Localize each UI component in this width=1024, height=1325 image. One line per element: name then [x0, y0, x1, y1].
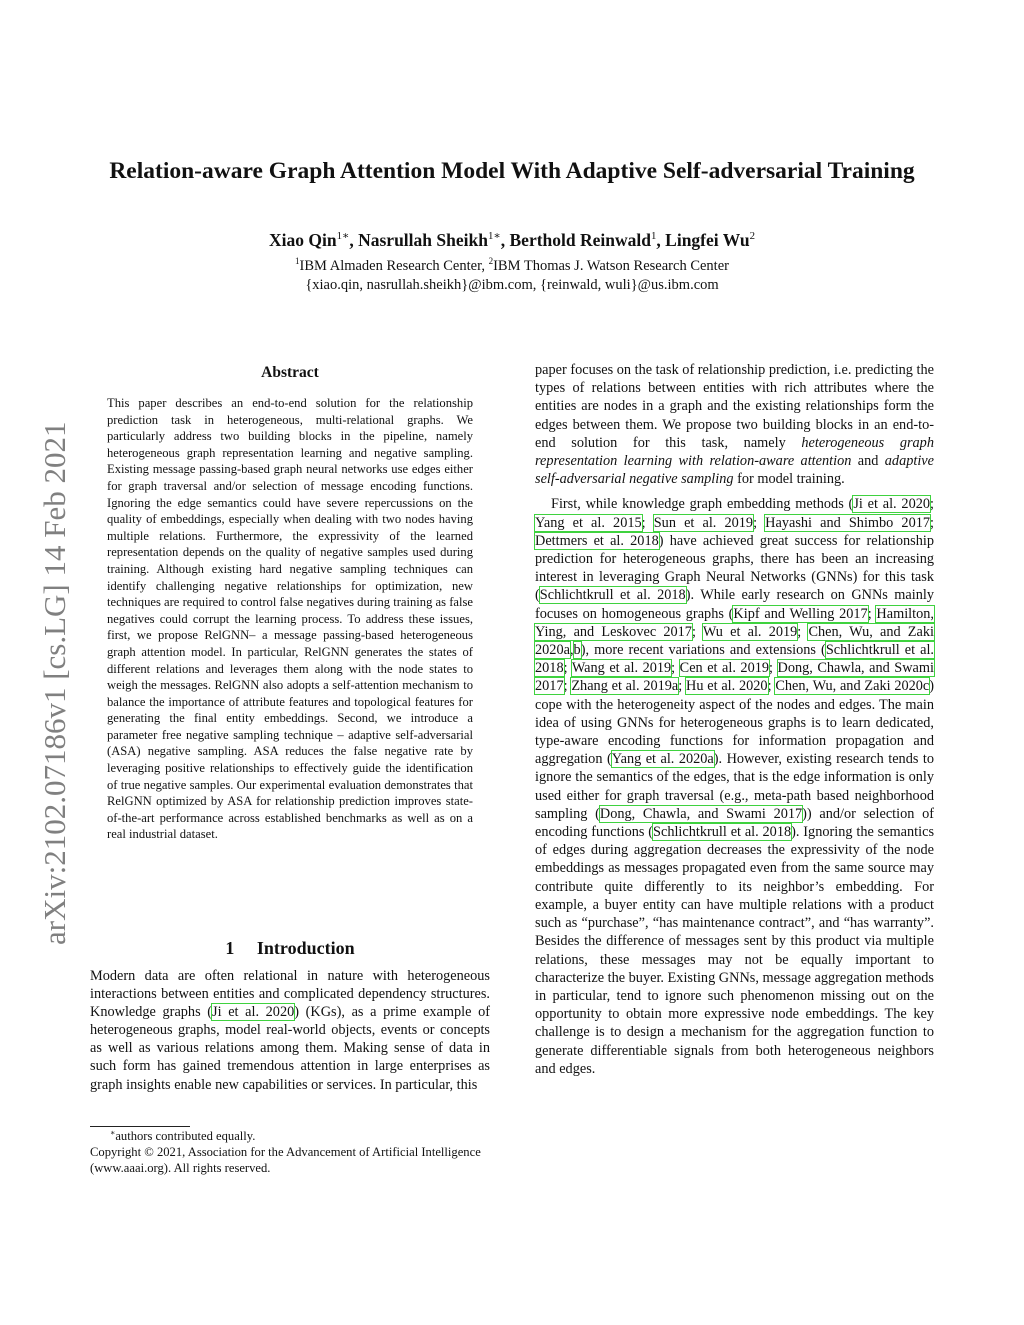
- body-text: ), more recent variations and extensions (: [580, 642, 826, 659]
- body-text: ;: [678, 678, 687, 695]
- abstract-heading: Abstract: [261, 364, 319, 381]
- intro-paragraph: [90, 967, 490, 1094]
- citation-link[interactable]: Ji et al. 2020: [212, 1004, 295, 1021]
- citation-link[interactable]: Wu et al. 2019: [702, 623, 798, 640]
- arxiv-identifier: arXiv:2102.07186v1 [cs.LG] 14 Feb 2021: [37, 421, 72, 945]
- right-paragraph-1: [535, 361, 934, 488]
- citation-link[interactable]: Dong, Chawla, and Swami 2017: [535, 660, 934, 695]
- body-text: for model training.: [733, 471, 845, 488]
- footnote: [90, 1129, 490, 1176]
- author-name: , Berthold Reinwald: [500, 230, 651, 250]
- body-text: ;: [563, 660, 572, 677]
- citation-link[interactable]: Yang et al. 2015: [535, 514, 642, 531]
- abstract-body: This paper describes an end-to-end solution for the relationship prediction task in heterogeneous, multi-relational graphs. We particularly address two building blocks in the pipeline, namely heterogeneous graph representation learning and negative sampling. Existing message passing-based graph neural networks use edges either for graph traversal and/or selection of message encoding functions. Ignoring the edge semantics could have severe repercussions on the quality of embeddings, especially when dealing with two nodes having multiple relations. Furthermore, the expressivity of the learned representation depends on the quality of negative samples used during training. Although existing hard negative sampling techniques can identify challenging negative relationships for optimization, new techniques are required to control false negatives during training as false negatives could corrupt the learning process. To address these issues, first, we propose RelGNN– a message passing-based heterogeneous graph attention model. In particular, RelGNN generates the states of different relations and leverages them along with the node states to weigh the messages. RelGNN also adopts a self-attention mechanism to balance the importance of attribute features and topological features for generating the final entity embeddings. Second, we introduce a parameter free negative sampling technique – adaptive self-adversarial (ASA) negative sampling. ASA reduces the false negative rate by leveraging positive relationships to effectively guide the identification of true negative samples. Our experimental evaluation demonstrates that RelGNN optimized by ASA for relationship prediction improves state-of-the-art performance across established benchmarks as well as on a real industrial dataset.: [107, 396, 473, 842]
- author-list: [0, 230, 1024, 251]
- body-text: ;: [867, 605, 877, 622]
- body-text: ) cope with the heterogeneity aspect of the nodes and edges. The main idea of using GNNs for heterogeneous graphs is to learn dedicated, type-aware encoding functions for information propagation and aggregation (: [535, 678, 935, 768]
- author-name: , Nasrullah Sheikh: [349, 230, 488, 250]
- section-heading-introduction: 1 Introduction: [225, 938, 355, 958]
- author-affiliation-mark: 1∗: [336, 230, 350, 243]
- citation-link[interactable]: Sun et al. 2019: [653, 514, 754, 531]
- emphasis-text: heterogeneous graph representation learning with relation-aware attention: [535, 434, 934, 470]
- citation-link[interactable]: Yang et al. 2020a: [611, 751, 714, 768]
- body-text: First, while knowledge graph embedding methods (: [551, 496, 854, 513]
- citation-link[interactable]: b: [573, 642, 581, 659]
- affiliations: [0, 257, 1024, 295]
- body-text: paper focuses on the task of relationship prediction, i.e. predicting the types of relations between entities with rich attributes where the entities are nodes in a graph and the existing relationships form the edges between them. We propose two building blocks in an end-to-end solution for this task, namely: [535, 362, 935, 451]
- footnote-text: authors contributed equally.: [115, 1129, 256, 1143]
- body-text: ) have achieved great success for relationship prediction for heterogeneous graphs, there has been an increasing interest in leveraging Graph Neural Networks (GNNs) for this task (: [535, 532, 934, 604]
- affiliation-text: IBM Almaden Research Center,: [299, 258, 489, 274]
- body-text: Modern data are often relational in nature with heterogeneous interactions between entities and complicated dependency structures. Knowledge graphs (: [90, 968, 490, 1021]
- citation-link[interactable]: Wang et al. 2019: [571, 660, 672, 677]
- author-affiliation-mark: 1: [650, 230, 657, 243]
- body-text: ,: [569, 642, 574, 659]
- footnote-rule: [90, 1126, 190, 1127]
- citation-link[interactable]: Hu et al. 2020: [686, 678, 768, 695]
- paper-title: Relation-aware Graph Attention Model With Adaptive Self-adversarial Training: [109, 158, 915, 184]
- body-text: ;: [797, 623, 809, 640]
- affiliation-mark: 1: [295, 256, 300, 267]
- author-name: Xiao Qin: [268, 230, 337, 250]
- right-column: [535, 361, 934, 1078]
- body-text: ). Ignoring the semantics of edges during aggregation decreases the expressivity of the node embeddings as messages propagated even from the same source may contribute quite differently to its neighbor’s embedding. For example, a buyer entity can have multiple relations with a product such as “purchase”, “has maintenance contract”, and “has warranty”. Besides the difference of messages sent by this product via multiple relations, these messages may not be equally important to characterize the buyer. Existing GNNs, message aggregation methods in particular, tend to ignore such phenomenon missing out on the opportunity to obtain more expressive node embeddings. The key challenge is to design a mechanism for the aggregation function to generate differentiable signals from both heterogeneous neighbors and edges.: [535, 824, 935, 1077]
- citation-link[interactable]: Dettmers et al. 2018: [535, 532, 659, 549]
- affiliation-mark: 2: [488, 256, 494, 267]
- citation-link[interactable]: Kipf and Welling 2017: [733, 605, 868, 622]
- author-emails: {xiao.qin, nasrullah.sheikh}@ibm.com, {reinwald, wuli}@us.ibm.com: [305, 277, 719, 293]
- citation-link[interactable]: Schlichtkrull et al. 2018: [535, 642, 934, 677]
- footnote-equal-contribution: [90, 1129, 490, 1145]
- citation-link[interactable]: Zhang et al. 2019a: [571, 678, 679, 695]
- body-text: ;: [767, 678, 776, 695]
- emphasis-text: adaptive self-adversarial negative sampling: [535, 453, 934, 488]
- affiliation-line: [0, 257, 1024, 276]
- body-text: ;: [753, 514, 766, 531]
- author-affiliation-mark: 2: [749, 230, 756, 243]
- body-text: ). However, existing research tends to ignore the semantics of the edges, that is the edge information is only used either for graph traversal (e.g., meta-path based neighborhood sampling (: [535, 751, 934, 822]
- citation-link[interactable]: Hayashi and Shimbo 2017: [765, 514, 931, 531]
- footnote-mark: ∗: [110, 1127, 116, 1137]
- right-paragraph-2: [535, 495, 934, 1078]
- body-text: ;: [671, 660, 680, 677]
- citation-link[interactable]: Schlichtkrull et al. 2018: [539, 587, 686, 604]
- body-text: ). While early research on GNNs mainly focuses on homogeneous graphs (: [535, 587, 934, 622]
- affiliation-text: IBM Thomas J. Watson Research Center: [493, 258, 729, 274]
- author-name: , Lingfei Wu: [656, 230, 750, 250]
- citation-link[interactable]: Chen, Wu, and Zaki 2020a: [535, 623, 935, 659]
- citation-link[interactable]: Schlichtkrull et al. 2018: [653, 824, 792, 841]
- body-text: ) (KGs), as a prime example of heterogeneous graphs, model real-world objects, events or concepts as well as various relations among them. Making sense of data in such form has gained tremendous attention in large enterprises as graph insights enable new capabilities or services. In particular, this: [90, 1004, 490, 1093]
- citation-link[interactable]: Dong, Chawla, and Swami 2017: [599, 805, 803, 822]
- body-text: ;: [769, 660, 778, 677]
- body-text: )) and/or selection of encoding functions (: [535, 805, 934, 841]
- author-affiliation-mark: 1∗: [487, 230, 501, 243]
- citation-link[interactable]: Hamilton, Ying, and Leskovec 2017: [535, 605, 935, 640]
- body-text: ;: [641, 514, 654, 531]
- body-text: ;: [563, 678, 572, 695]
- body-text: and: [851, 453, 885, 470]
- citation-link[interactable]: Ji et al. 2020: [853, 496, 931, 513]
- copyright-notice: Copyright © 2021, Association for the Advancement of Artificial Intelligence (www.aaai.org). All rights reserved.: [90, 1144, 481, 1175]
- body-text: ;: [930, 496, 934, 513]
- body-text: ;: [691, 623, 703, 640]
- citation-link[interactable]: Chen, Wu, and Zaki 2020c: [775, 678, 930, 695]
- citation-link[interactable]: Cen et al. 2019: [679, 660, 770, 677]
- body-text: ;: [930, 514, 935, 531]
